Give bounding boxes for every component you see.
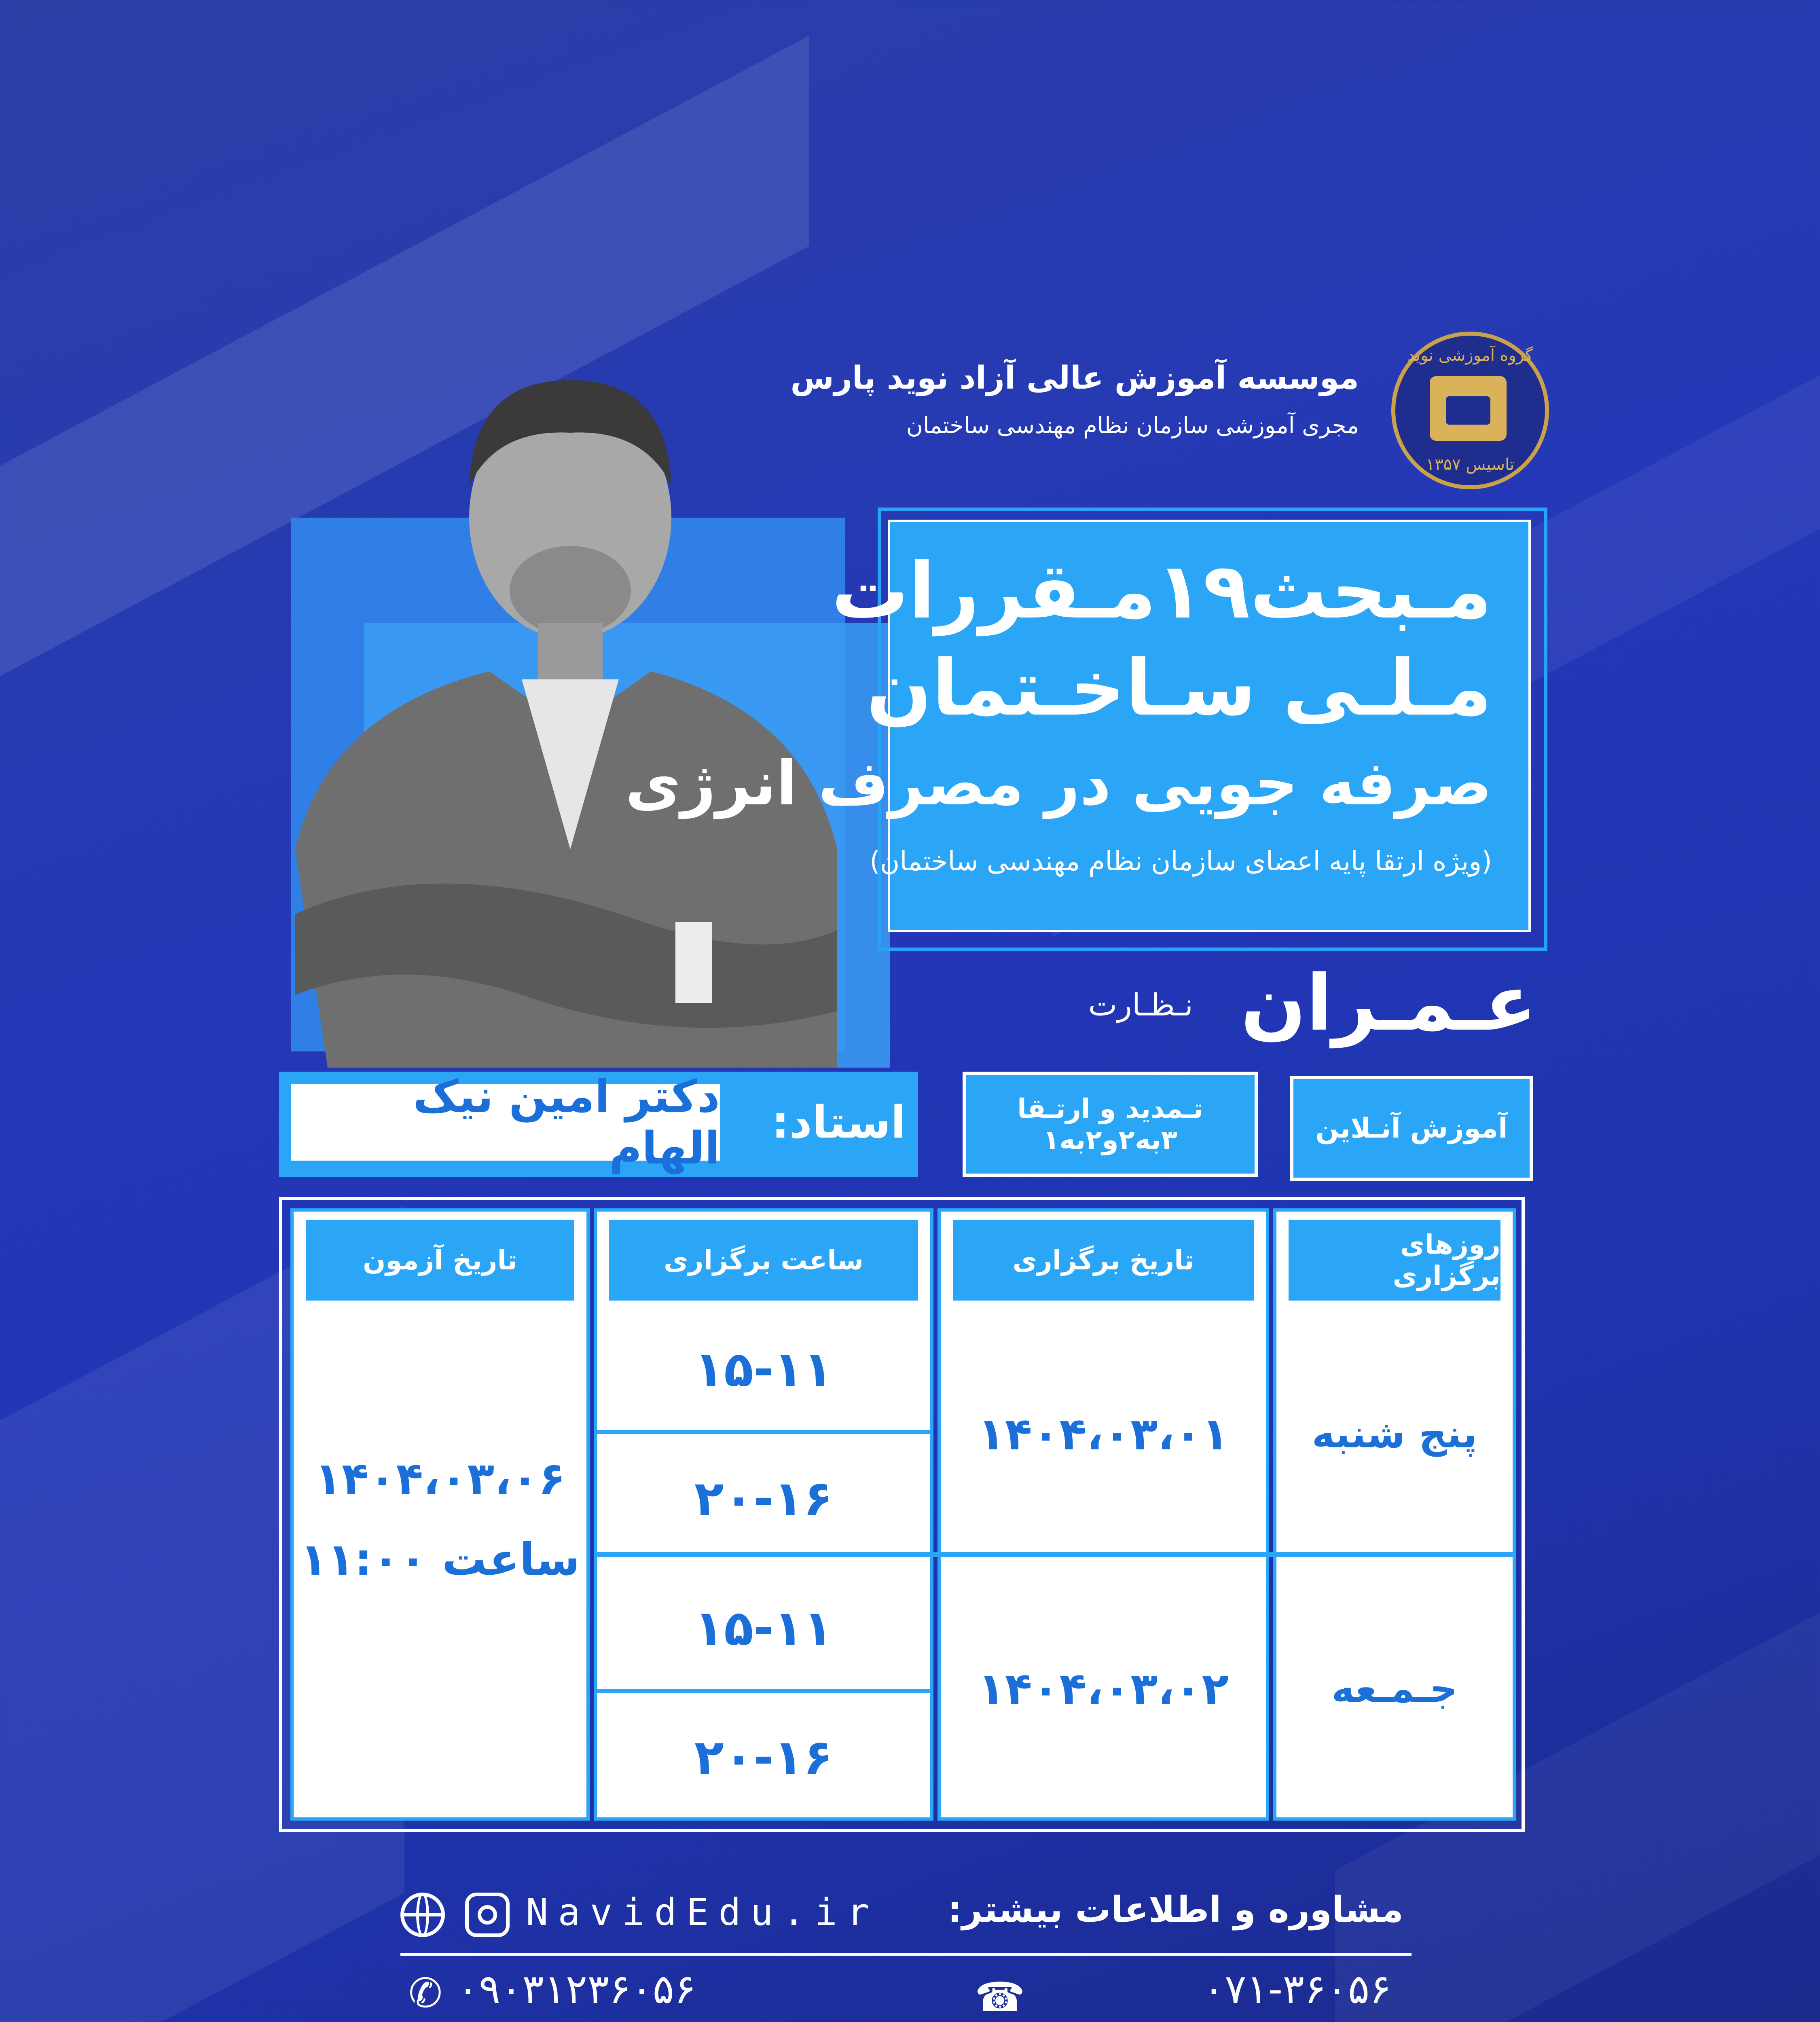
time-slot: ۲۰-۱۶ <box>694 1470 833 1527</box>
time-header: ساعت برگزاری <box>609 1220 918 1301</box>
mobile-number[interactable]: ۰۹۰۳۱۲۳۶۰۵۶ <box>457 1965 696 2013</box>
day-cell: جـمـعه <box>1331 1666 1458 1711</box>
exam-column <box>290 1208 590 1821</box>
row-divider <box>597 1689 930 1693</box>
table-row-divider <box>594 1552 1513 1557</box>
course-title-box <box>625 520 1531 932</box>
time-slot: ۲۰-۱۶ <box>694 1729 833 1786</box>
logo-emblem <box>1430 376 1507 441</box>
date-column <box>938 1208 1269 1821</box>
instagram-icon <box>465 1893 510 1937</box>
date-cell: ۱۴۰۴،۰۳،۰۱ <box>978 1408 1229 1460</box>
institute-logo-icon <box>1391 332 1549 489</box>
teacher-portrait <box>279 364 853 1068</box>
renew-badge-line1: تـمدید و ارتـقا <box>1017 1093 1203 1124</box>
date-header: تاریخ برگزاری <box>953 1220 1254 1301</box>
days-header: روزهای برگزاری <box>1289 1220 1500 1301</box>
website-link[interactable]: NavidEdu.ir <box>526 1891 879 1934</box>
teacher-label: استاد: <box>771 1096 906 1148</box>
date-cell: ۱۴۰۴،۰۳،۰۲ <box>978 1663 1229 1715</box>
teacher-name: دکتر امین نیک الهام <box>291 1084 720 1161</box>
days-column <box>1273 1208 1516 1821</box>
phone-icon: ✆ <box>408 1969 442 2017</box>
renew-badge <box>963 1072 1258 1177</box>
field-main: عـمـران <box>1240 958 1537 1048</box>
time-column <box>594 1208 933 1821</box>
course-title-line3: صرفه جویی در مصرف انرژی <box>625 749 1492 819</box>
institute-name: موسسه آموزش عالی آزاد نوید پارس <box>790 360 1359 396</box>
online-badge: آموزش آنـلاین <box>1290 1076 1533 1181</box>
time-slot: ۱۵-۱۱ <box>694 1341 833 1398</box>
exam-date: ۱۴۰۴،۰۳،۰۶ <box>314 1453 566 1504</box>
logo-top-text: گروه آموزشی نوید <box>1407 346 1533 365</box>
field-sub: نـظـارت <box>1088 987 1193 1023</box>
renew-badge-line2: ۳به۲و۲به۱ <box>1043 1124 1177 1155</box>
teacher-box <box>279 1072 918 1177</box>
footer-divider <box>400 1953 1412 1956</box>
course-title-line2: مـلـی سـاخـتمان <box>866 643 1492 733</box>
time-slot: ۱۵-۱۱ <box>694 1600 833 1656</box>
logo-bottom-text: تاسیس ۱۳۵۷ <box>1426 455 1515 474</box>
course-title-line1: مـبحث۱۹مـقررات <box>831 546 1492 636</box>
exam-header: تاریخ آزمون <box>306 1220 574 1301</box>
globe-icon <box>400 1893 445 1937</box>
schedule-table <box>279 1197 1525 1832</box>
contact-label: مشاوره و اطلاعات بیشتر: <box>948 1889 1403 1930</box>
course-title-note: (ویژه ارتقا پایه اعضای سازمان نظام مهندسی ساختمان) <box>870 846 1492 877</box>
exam-time: ساعت ۱۱:۰۰ <box>300 1533 580 1585</box>
row-divider <box>597 1430 930 1434</box>
institute-subtitle: مجری آموزشی سازمان نظام مهندسی ساختمان <box>906 412 1359 439</box>
telephone-icon: ☎ <box>975 1973 1025 2021</box>
telephone-number[interactable]: ۰۷۱-۳۶۰۵۶ <box>1203 1965 1391 2013</box>
day-cell: پنج شنبه <box>1312 1411 1477 1457</box>
